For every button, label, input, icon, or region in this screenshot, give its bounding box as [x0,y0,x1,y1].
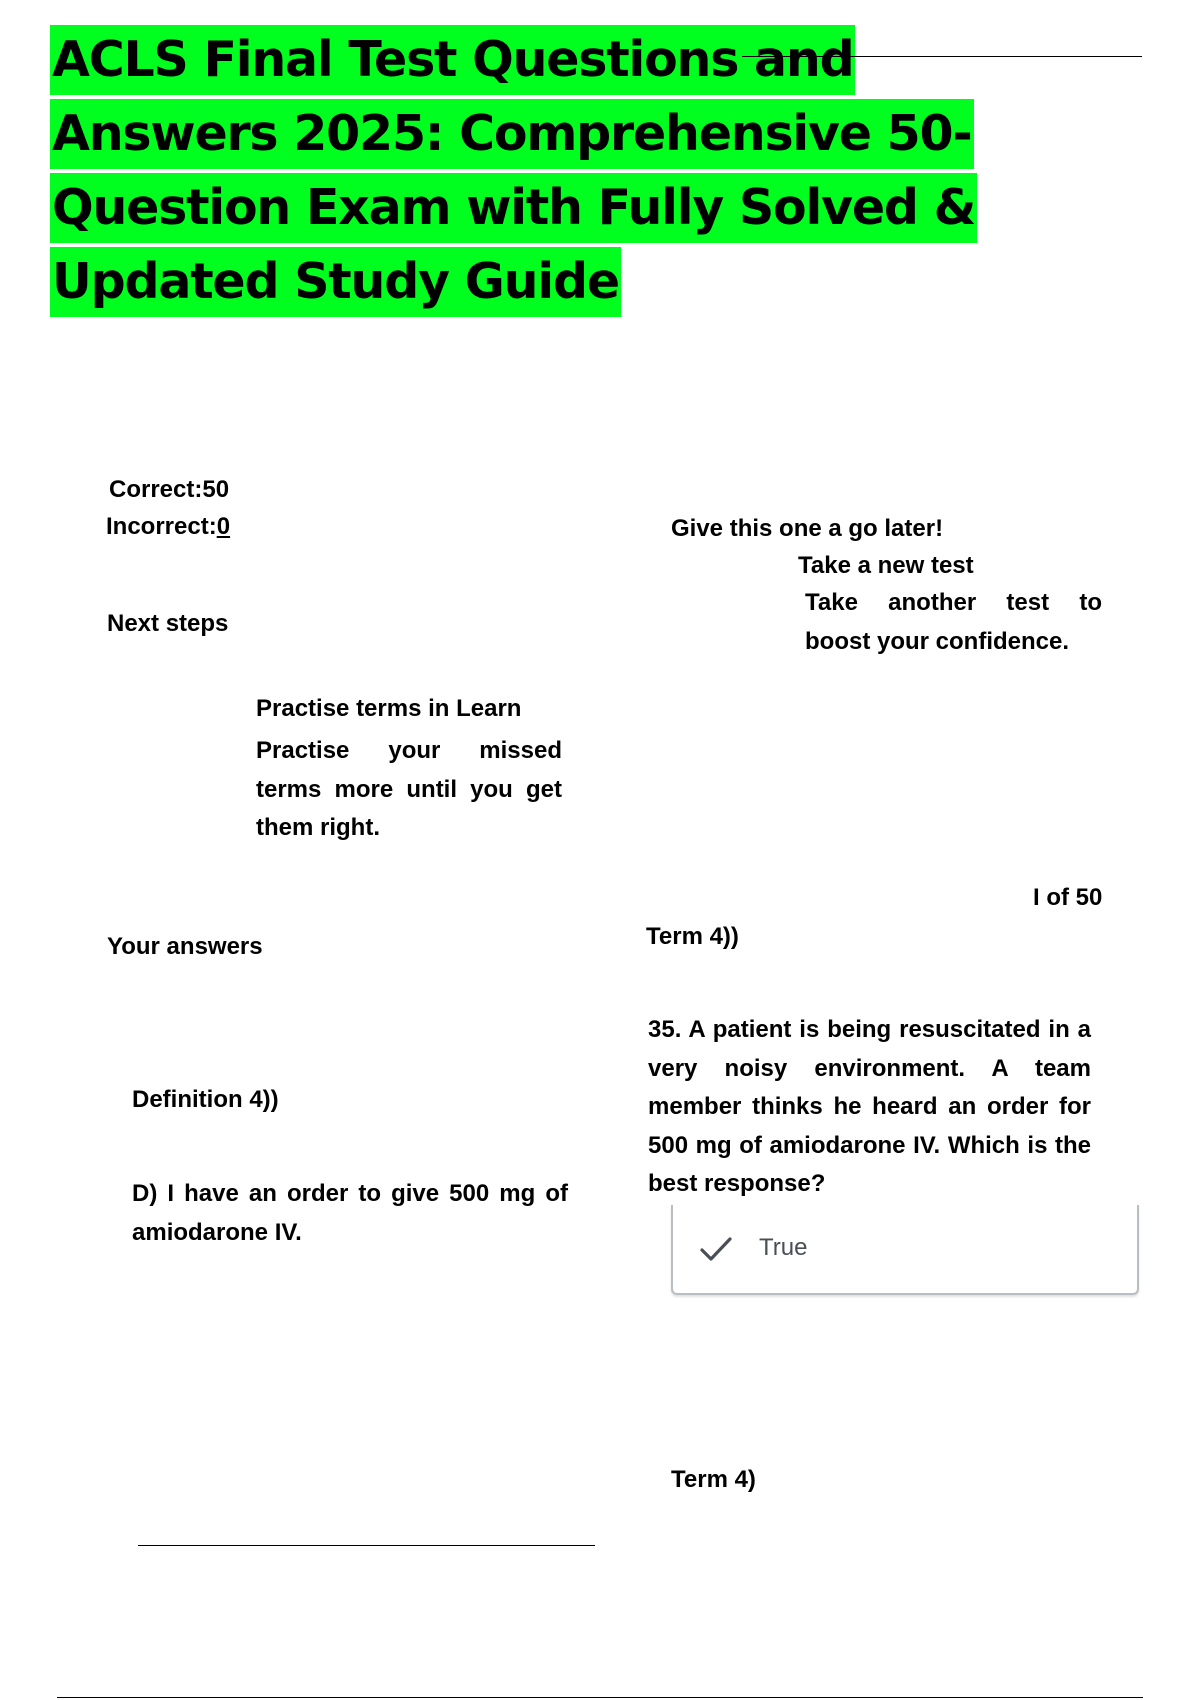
your-answers-heading: Your answers [107,933,263,960]
incorrect-label: Incorrect: [106,513,217,540]
correct-value: 50 [202,476,230,503]
definition-label: Definition 4)) [132,1086,279,1113]
incorrect-value: 0 [216,513,231,540]
incorrect-score [106,508,230,546]
question-counter: I of 50 [1033,884,1103,911]
term-label: Term 4)) [646,923,739,950]
correct-score [109,471,229,509]
learn-description: Practise your missed terms more until you get them right. [256,737,562,841]
definition-text: D) I have an order to give 500 mg of amiodarone IV. [132,1180,568,1246]
title-line-3: Question Exam with Fully Solved & [50,173,977,243]
new-test-link[interactable]: Take a new test [798,552,974,579]
answer-choice-true[interactable] [671,1205,1139,1295]
title-rule [742,56,1142,57]
page-bottom-rule [57,1697,1143,1698]
next-term-label: Term 4) [671,1466,756,1493]
learn-link[interactable]: Practise terms in Learn [256,695,522,722]
title-line-1: ACLS Final Test Questions and [50,25,855,95]
title-line-2: Answers 2025: Comprehensive 50- [50,99,974,169]
title-line-4: Updated Study Guide [50,247,621,317]
correct-label: Correct: [109,476,203,503]
definition-divider [138,1545,595,1546]
question-text: 35. A patient is being resuscitated in a very noisy environment. A team member thinks he heard an order for 500 mg of amiodarone IV. Which is the best response? [648,1016,1091,1197]
choice-label: True [759,1234,808,1261]
next-steps-heading: Next steps [107,610,229,637]
new-test-description: Take another test to boost your confidence. [805,589,1102,655]
check-icon [699,1235,733,1263]
retry-heading: Give this one a go later! [671,515,944,542]
